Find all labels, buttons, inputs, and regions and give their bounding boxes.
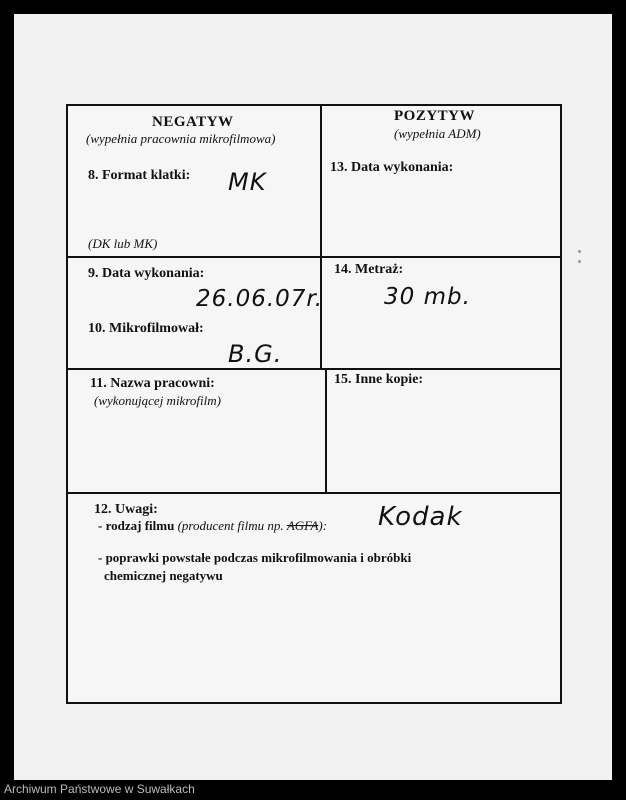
- format-value: MK: [228, 168, 267, 196]
- corrections-line2: chemicznej negatywu: [104, 568, 223, 583]
- row-divider-3: [68, 492, 560, 494]
- date-value: 26.06.07r.: [196, 286, 324, 312]
- film-type-line: [98, 518, 327, 534]
- date-label: 9. Data wykonania:: [88, 266, 205, 281]
- format-label: 8. Format klatki:: [88, 168, 191, 183]
- row-divider-2: [68, 368, 560, 370]
- archive-watermark: Archiwum Państwowe w Suwałkach: [4, 782, 195, 796]
- corrections-line1: - poprawki powstałe podczas mikrofilmowania i obróbki: [98, 550, 412, 565]
- scan-speck: [578, 260, 581, 263]
- pozytyw-subtitle: (wypełnia ADM): [394, 126, 481, 141]
- film-type-hint-end: ):: [318, 518, 328, 533]
- length-label: 14. Metraż:: [334, 262, 404, 277]
- pozytyw-date-label: 13. Data wykonania:: [330, 160, 454, 175]
- microfilm-form: [66, 104, 562, 704]
- operator-value: B.G.: [228, 340, 283, 368]
- column-divider-top: [320, 106, 322, 368]
- film-type-struck: AGFA: [286, 518, 319, 533]
- lab-hint: (wykonującej mikrofilm): [94, 393, 221, 408]
- copies-label: 15. Inne kopie:: [334, 372, 424, 387]
- uwagi-label: 12. Uwagi:: [94, 502, 158, 517]
- film-type-hint: (producent filmu np.: [177, 518, 284, 533]
- column-divider-bottom: [325, 368, 327, 494]
- negatyw-title: NEGATYW: [152, 114, 234, 130]
- length-value: 30 mb.: [384, 284, 471, 310]
- operator-label: 10. Mikrofilmował:: [88, 321, 204, 336]
- film-type-prefix: - rodzaj filmu: [98, 518, 175, 533]
- row-divider-1: [68, 256, 560, 258]
- scan-speck: [578, 250, 581, 253]
- film-type-value: Kodak: [378, 502, 463, 532]
- pozytyw-title: POZYTYW: [394, 108, 476, 124]
- format-hint: (DK lub MK): [88, 236, 158, 251]
- lab-label: 11. Nazwa pracowni:: [90, 376, 215, 391]
- negatyw-subtitle: (wypełnia pracownia mikrofilmowa): [86, 131, 276, 146]
